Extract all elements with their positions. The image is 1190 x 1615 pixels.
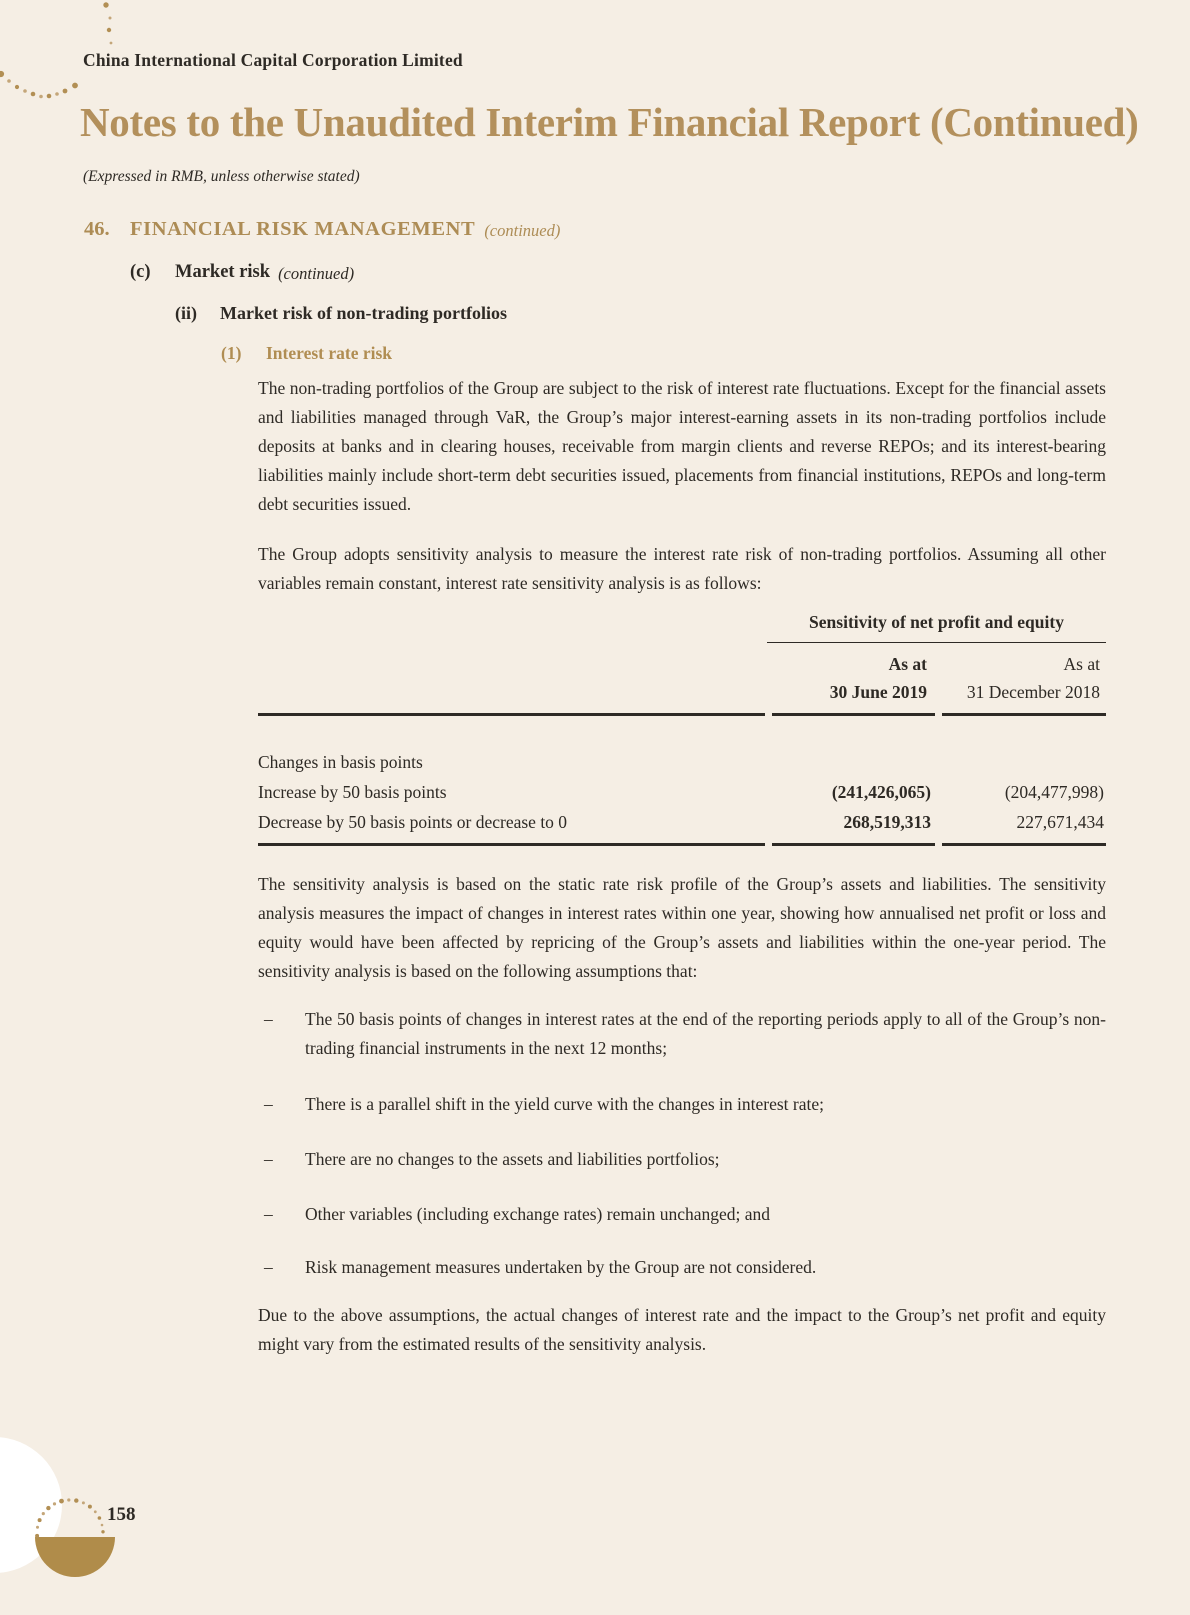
row-value-2018: 227,671,434 [1016, 812, 1104, 832]
table-bottom-rule [258, 843, 1106, 846]
subsection-1-label: (1) [221, 343, 242, 363]
paragraph-sensitivity-basis: The sensitivity analysis is based on the static rate risk profile of the Group’s assets and liabilities. The sensitivity analysis measures the impact of changes in interest rates within one year, showing how annualised net profit or loss and equity would have been affected by repricing of the Group’s assets and liabilities within the one-year period. The sensitivity analysis is based on the following assumptions that: [258, 874, 1106, 981]
row-value-2019 [765, 747, 935, 777]
section-46-heading [84, 218, 1084, 241]
gold-half-disc-icon [35, 1537, 115, 1577]
paragraph-conclusion: Due to the above assumptions, the actual changes of interest rate and the impact to the Group’s net profit and equity might vary from the estimated results of the sensitivity analysis. [258, 1305, 1106, 1354]
paragraph-interest-rate-risk-intro: The non-trading portfolios of the Group are subject to the risk of interest rate fluctuations. Except for the financial assets and liabilities managed through VaR, the Group’s major interest-earning assets in its non-trading portfolios include deposits at banks and in clearing houses, receivable from margin clients and reverse REPOs; and its interest-bearing liabilities mainly include short-term debt securities issued, placements from financial institutions, REPOs and long-term debt securities issued. [258, 378, 1106, 514]
page-footer-ornament-icon [0, 1437, 180, 1582]
assumption-text: The 50 basis points of changes in interest rates at the end of the reporting periods apply to all of the Group’s non-trading financial instruments in the next 12 months; [305, 1009, 1106, 1058]
assumption-item [258, 1145, 1106, 1174]
table-row [258, 807, 1106, 837]
currency-note: (Expressed in RMB, unless otherwise stated) [83, 168, 360, 185]
row-label: Changes in basis points [258, 752, 423, 772]
date-label-2018: 31 December 2018 [966, 682, 1100, 702]
column-header-2018 [935, 650, 1106, 706]
subsection-c-heading [130, 262, 1030, 284]
table-row [258, 747, 1106, 777]
table-group-header: Sensitivity of net profit and equity [767, 612, 1106, 643]
assumption-item [258, 1005, 1106, 1063]
row-value-2019: 268,519,313 [843, 812, 931, 832]
row-value-2018 [935, 747, 1106, 777]
assumption-text: There are no changes to the assets and liabilities portfolios; [305, 1149, 720, 1169]
bullet-dash: – [264, 1009, 273, 1029]
date-label-2019: 30 June 2019 [829, 682, 927, 702]
assumption-text: Other variables (including exchange rates) remain unchanged; and [305, 1204, 771, 1224]
table-row [258, 777, 1106, 807]
assumption-item [258, 1253, 1106, 1282]
dotted-arc-icon [35, 1498, 105, 1538]
subsection-c-title: Market risk [175, 262, 271, 282]
table-body [258, 747, 1106, 837]
row-value-2019: (241,426,065) [831, 782, 931, 802]
page-title: Notes to the Unaudited Interim Financial Report (Continued) [80, 99, 1139, 145]
table-column-headers [258, 650, 1106, 706]
table-header-spacer [258, 650, 765, 706]
row-value-2018: (204,477,998) [1004, 782, 1104, 802]
table-top-rule [258, 713, 1106, 716]
assumption-text: There is a parallel shift in the yield curve with the changes in interest rate; [305, 1094, 824, 1114]
bullet-dash: – [264, 1257, 273, 1277]
subsection-1-heading [221, 343, 1021, 364]
section-title: FINANCIAL RISK MANAGEMENT [130, 218, 476, 240]
page-number: 158 [107, 1504, 136, 1525]
column-header-2019 [765, 650, 935, 706]
section-number: 46. [84, 218, 110, 240]
subsection-ii-label: (ii) [175, 303, 197, 323]
subsection-c-label: (c) [130, 262, 151, 282]
row-label: Increase by 50 basis points [258, 782, 447, 802]
company-name: China International Capital Corporation Limited [83, 50, 463, 70]
as-at-label-2019: As at [888, 654, 927, 674]
assumption-item [258, 1090, 1106, 1119]
subsection-1-title: Interest rate risk [266, 343, 393, 363]
as-at-label-2018: As at [1063, 654, 1100, 674]
bullet-dash: – [264, 1094, 273, 1114]
subsection-ii-heading [175, 303, 1075, 324]
assumption-item [258, 1200, 1106, 1229]
sensitivity-table [258, 612, 1106, 846]
subsection-ii-title: Market risk of non-trading portfolios [220, 303, 507, 323]
bullet-dash: – [264, 1204, 273, 1224]
section-continued-label: (continued) [484, 221, 561, 240]
assumption-text: Risk management measures undertaken by the Group are not considered. [305, 1257, 817, 1277]
subsection-c-continued-label: (continued) [278, 264, 355, 283]
paragraph-sensitivity-intro: The Group adopts sensitivity analysis to measure the interest rate risk of non-trading portfolios. Assuming all other variables remain constant, interest rate sensitivity analysis is as follows: [258, 544, 1106, 593]
row-label: Decrease by 50 basis points or decrease to 0 [258, 812, 568, 832]
bullet-dash: – [264, 1149, 273, 1169]
